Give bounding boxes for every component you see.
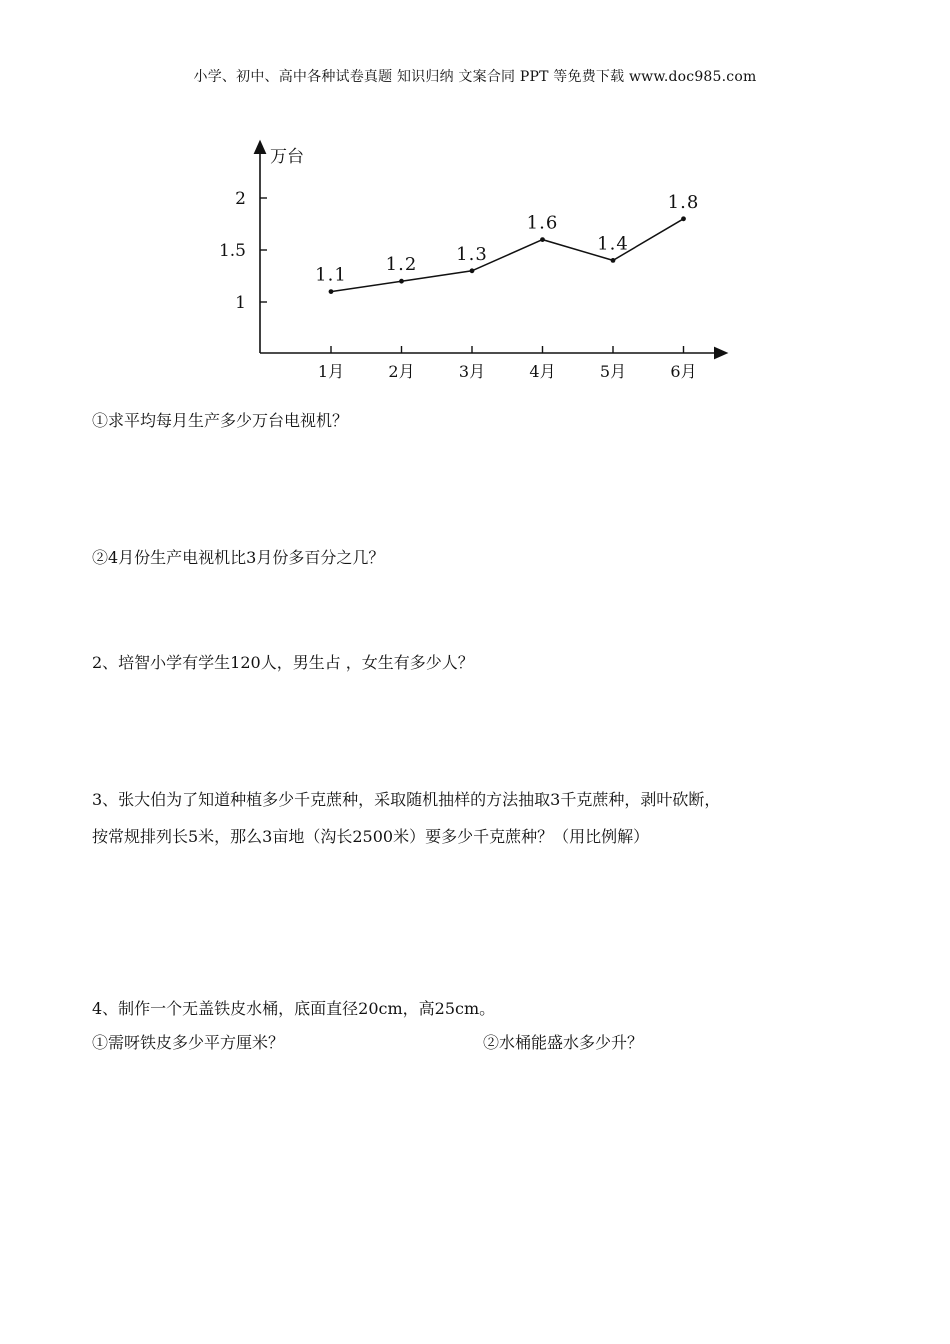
question-3-line-2: 按常规排列长5米，那么3亩地（沟长2500米）要多少千克蔗种？（用比例解） [92, 827, 650, 846]
data-label: 1.4 [597, 233, 629, 255]
data-label: 1.1 [315, 264, 347, 286]
question-3-line-1: 3、张大伯为了知道种植多少千克蔗种，采取随机抽样的方法抽取3千克蔗种，剥叶砍断， [92, 790, 721, 809]
data-label: 1.8 [667, 191, 700, 213]
data-label: 1.3 [456, 243, 488, 265]
y-tick-label: 1.5 [218, 241, 246, 261]
data-point [470, 268, 475, 273]
data-point [329, 289, 334, 294]
question-4: 4、制作一个无盖铁皮水桶，底面直径20cm，高25cm。 [92, 999, 496, 1018]
data-point [681, 216, 686, 221]
data-point [540, 237, 545, 242]
x-tick-label: 4月 [529, 362, 556, 381]
question-1-part-1: ①求平均每月生产多少万台电视机？ [92, 411, 349, 430]
y-tick-label: 1 [235, 293, 246, 313]
question-4-part-2: ②水桶能盛水多少升？ [483, 1033, 644, 1052]
data-point [611, 258, 616, 263]
tv-production-line-chart [212, 138, 742, 388]
data-label: 1.6 [526, 212, 559, 234]
data-label: 1.2 [385, 254, 418, 276]
question-1-part-2: ②4月份生产电视机比3月份多百分之几？ [92, 548, 385, 567]
question-2: 2、培智小学有学生120人，男生占 ，女生有多少人？ [92, 653, 474, 672]
y-axis-label: 万台 [270, 147, 304, 167]
series-line [331, 219, 684, 292]
x-tick-label: 6月 [670, 362, 697, 381]
x-tick-label: 5月 [599, 362, 627, 381]
data-point [399, 279, 404, 284]
x-tick-label: 1月 [317, 362, 345, 381]
question-4-part-1: ①需呀铁皮多少平方厘米？ [92, 1033, 285, 1052]
x-tick-label: 3月 [458, 362, 486, 381]
page-header: 小学、初中、高中各种试卷真题 知识归纳 文案合同 PPT 等免费下载 www.doc985.com [193, 69, 757, 85]
y-tick-label: 2 [235, 189, 246, 209]
x-tick-label: 2月 [388, 362, 415, 381]
